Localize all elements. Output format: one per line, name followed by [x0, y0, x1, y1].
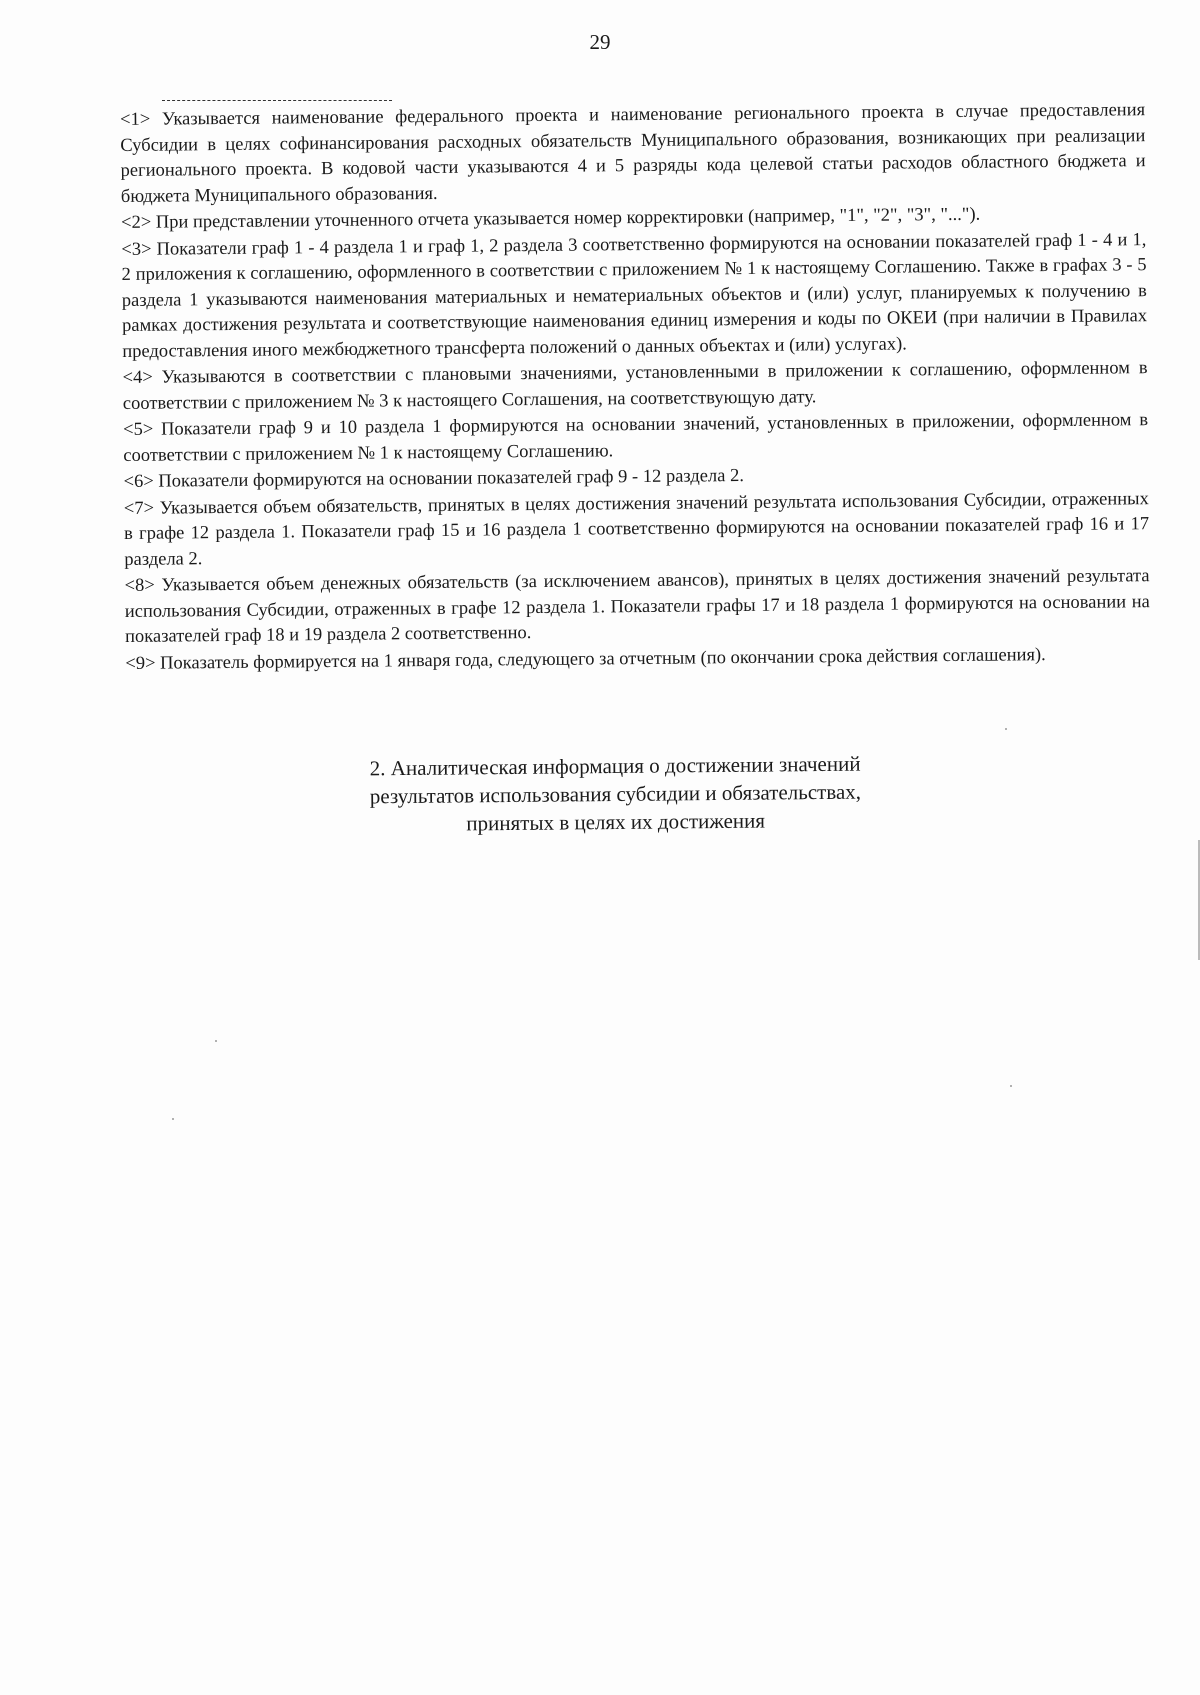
section-heading-line-1: 2. Аналитическая информация о достижении значений: [369, 751, 861, 781]
scan-speck: [1005, 728, 1007, 730]
section-heading-line-3: принятых в целях их достижения: [466, 808, 766, 836]
scan-speck: [1010, 1085, 1012, 1087]
footnote-8: <8> Указывается объем денежных обязательств (за исключением авансов), принятых в целях достижения значений результата использования Субсидии, отраженных в графе 12 раздела 1. Показатели графы 17 и 18 раздела 1 формируются на основании на показателей граф 18 и 19 раздела 2 соответственно.: [124, 566, 1150, 647]
footnote-4: <4> Указываются в соответствии с плановыми значениями, установленными в приложении к соглашению, оформленном в соответствии с приложением № 3 к настоящего Соглашения, на соответствующую дату.: [122, 358, 1148, 414]
footnote-9: <9> Показатель формируется на 1 января года, следующего за отчетным (по окончании срока действия соглашения).: [125, 644, 1046, 674]
scan-speck: [215, 1040, 217, 1042]
scan-speck: [172, 1118, 174, 1120]
footnote-1: <1> Указывается наименование федерального проекта и наименование регионального проекта в случае предоставления Субсидии в целях софинансирования расходных обязательств Муниципального образования, возникающих при реализации регионального проекта. В кодовой части указываются 4 и 5 разряды кода целевой статьи расходов областного бюджета и бюджета Муниципального образования.: [120, 100, 1146, 207]
section-heading: [300, 749, 931, 839]
footnote-3: <3> Показатели граф 1 - 4 раздела 1 и граф 1, 2 раздела 3 соответственно формируются на основании показателей граф 1 - 4 и 1, 2 приложения к соглашению, оформленного в соответствии с приложением № 1 к настоящему Соглашению. Также в графах 3 - 5 раздела 1 указываются наименования материальных и нематериальных объектов и (или) услуг, планируемых к получению в рамках достижения результата и соответствующие наименования единиц измерения и коды по ОКЕИ (при наличии в Правилах предоставления иного межбюджетного трансферта положений о данных объектах и (или) услугах).: [121, 229, 1148, 362]
footnote-2: <2> При представлении уточненного отчета указывается номер корректировки (например, "1", "2", "3", "...").: [121, 204, 981, 233]
footnote-5: <5> Показатели граф 9 и 10 раздела 1 формируются на основании значений, установленных в приложении, оформленном в соответствии с приложением № 1 к настоящему Соглашению.: [122, 410, 1149, 466]
footnote-6: <6> Показатели формируются на основании показателей граф 9 - 12 раздела 2.: [123, 466, 744, 492]
footnotes-block: [120, 98, 1150, 678]
footnote-separator: [162, 100, 392, 101]
section-heading-line-2: результатов использования субсидии и обязательствах,: [369, 779, 862, 809]
footnote-7: <7> Указывается объем обязательств, принятых в целях достижения значений результата использования Субсидии, отраженных в графе 12 раздела 1. Показатели граф 15 и 16 раздела 1 соответственно формируются на основании показателей граф 16 и 17 раздела 2.: [123, 488, 1150, 570]
page-number: 29: [589, 30, 611, 54]
